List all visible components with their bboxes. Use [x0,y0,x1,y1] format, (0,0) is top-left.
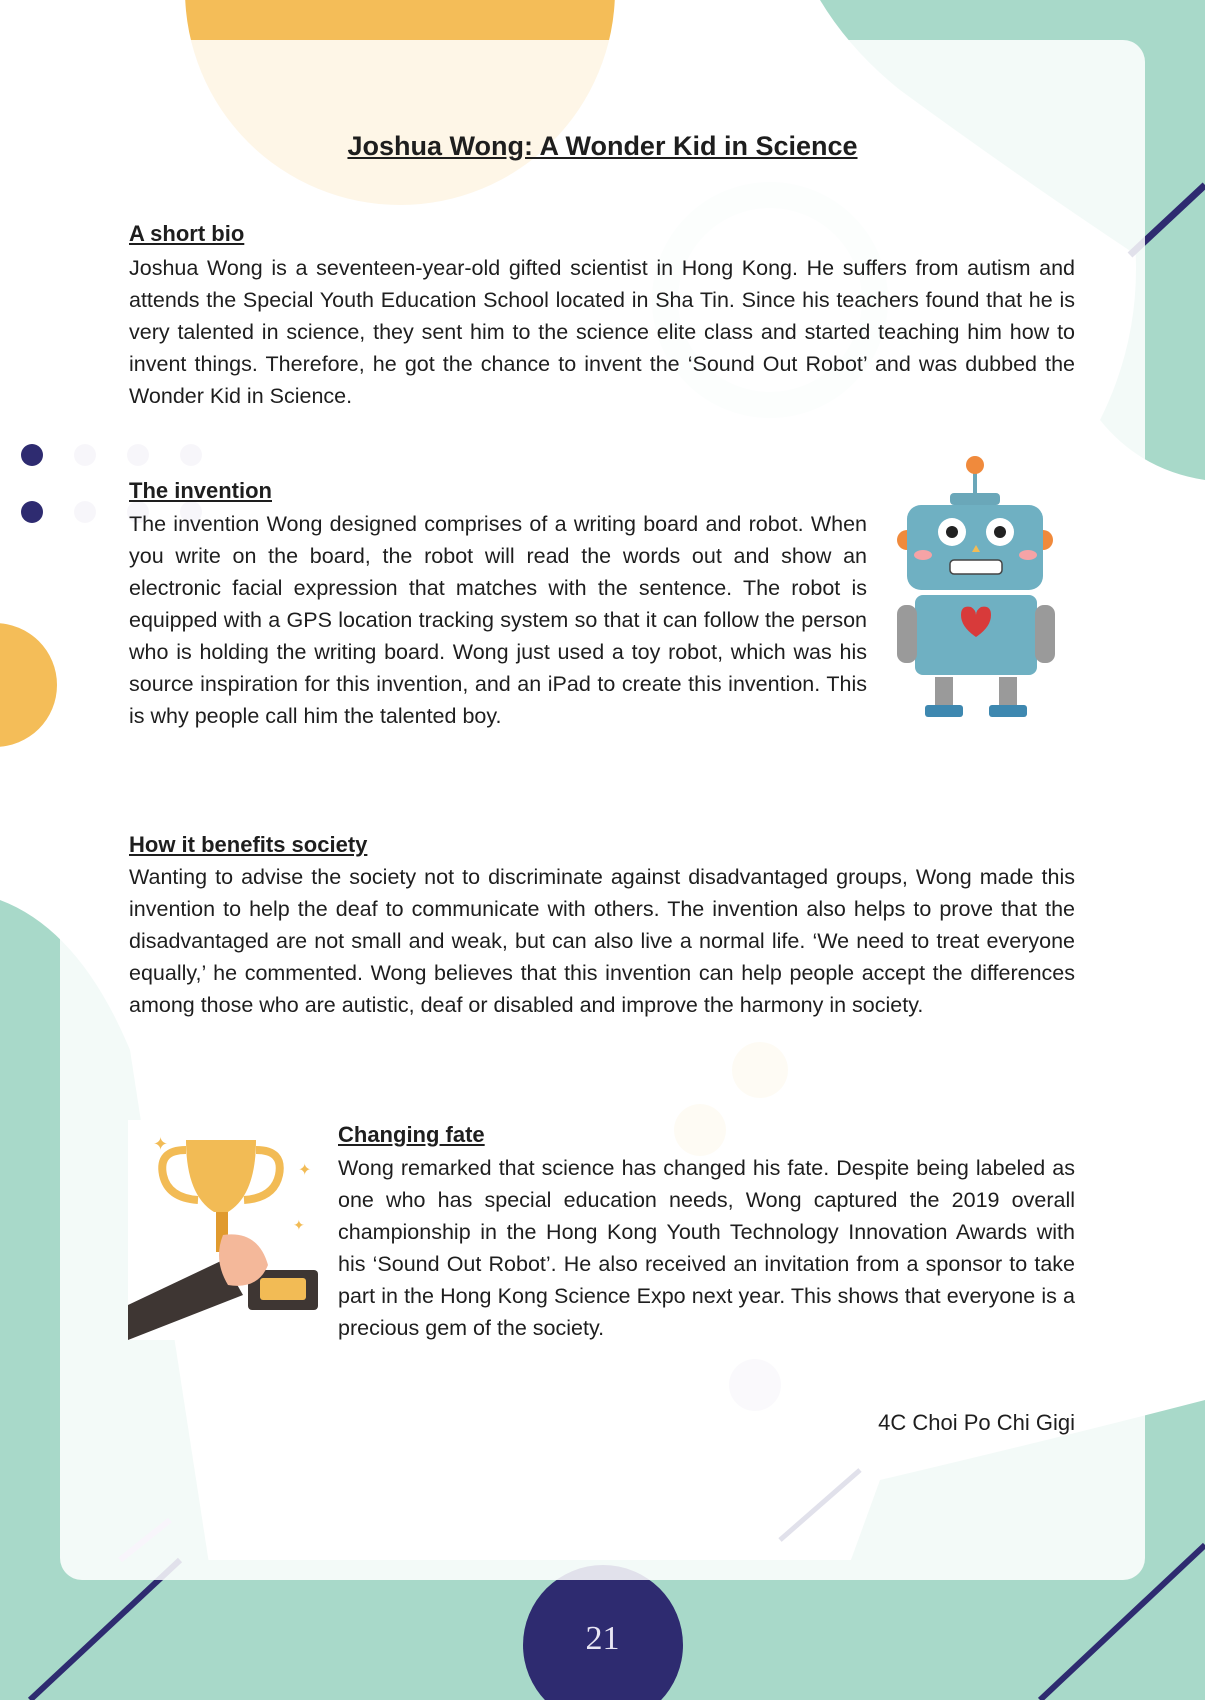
section-body-invention: The invention Wong designed comprises of a writing board and robot. When you write on the board, the robot will read the words out and show an electronic facial expression that matches with the sentence. The robot is equipped with a GPS location tracking system so that it can follow the person who is holding the writing board. Wong just used a toy robot, which was his source inspiration for this invention, and an iPad to create this invention. This is why people call him the talented boy. [129,512,867,728]
svg-text:✦: ✦ [153,1134,169,1155]
section-heading-bio: A short bio [129,221,245,246]
section-heading-fate: Changing fate [338,1122,485,1147]
trophy-illustration [128,1120,333,1340]
section-body-fate: Wong remarked that science has changed his fate. Despite being labeled as one who has special education needs, Wong captured the 2019 overall championship in the Hong Kong Youth Technology Innovation Awards with his ‘Sound Out Robot’. He also received an invitation from a sponsor to take part in the Hong Kong Science Expo next year. This shows that everyone is a precious gem of the society. [338,1156,1075,1340]
page-number: 21 [585,1620,620,1657]
section-body-bio: Joshua Wong is a seventeen-year-old gifted scientist in Hong Kong. He suffers from autism and attends the Special Youth Education School located in Sha Tin. Since his teachers found that he is very talented in science, they sent him to the science elite class and started teaching him how to invent things. Therefore, he got the chance to invent the ‘Sound Out Robot’ and was dubbed the Wonder Kid in Science. [129,256,1075,408]
page-title: Joshua Wong: A Wonder Kid in Science [347,131,858,161]
robot-illustration [895,455,1065,725]
svg-text:✦: ✦ [298,1160,312,1179]
section-body-benefits: Wanting to advise the society not to discriminate against disadvantaged groups, Wong made this invention to help the deaf to communicate with others. The invention also helps to prove that the disadvantaged are not small and weak, but can also live a normal life. ‘We need to treat everyone equally,’ he commented. Wong believes that this invention can help people accept the differences among those who are autistic, deaf or disabled and improve the harmony in society. [129,865,1075,1017]
section-heading-invention: The invention [129,478,272,503]
section-heading-benefits: How it benefits society [129,832,368,857]
author-credit: 4C Choi Po Chi Gigi [878,1410,1075,1435]
svg-text:✦: ✦ [293,1218,305,1234]
